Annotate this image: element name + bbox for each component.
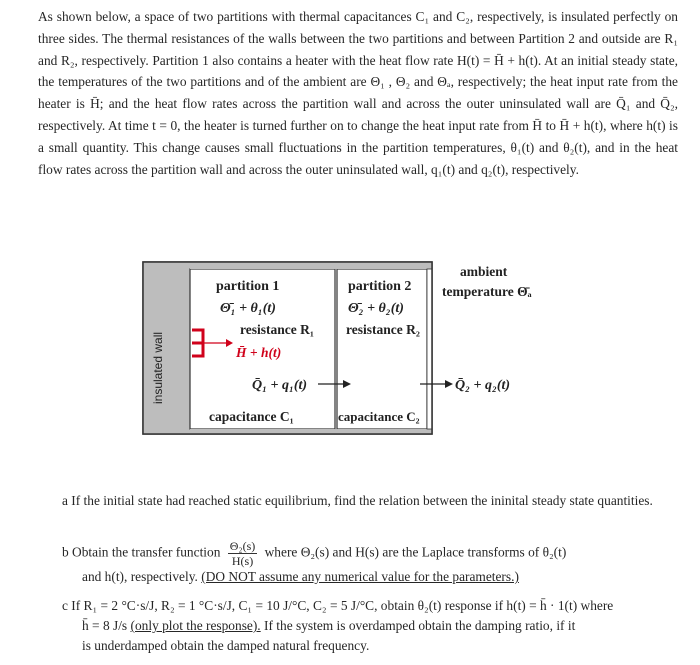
question-c-line1: c If R₁ = 2 °C·s/J, R₂ = 1 °C·s/J, C₁ = 10 J/°C, C₂ = 5 J/°C, obtain θ₂(t) response if h(t) = h̄ · 1(t) where bbox=[62, 598, 614, 613]
question-b-tail: where Θ₂(s) and H(s) are the Laplace transforms of θ₂(t) bbox=[264, 544, 567, 560]
resistance-1-label: resistance R₁ bbox=[240, 322, 314, 337]
heater-flow-label: H̄ + h(t) bbox=[236, 345, 282, 360]
question-c-line3: is underdamped obtain the damped natural frequency. bbox=[82, 638, 370, 653]
resistance-2-label: resistance R₂ bbox=[346, 322, 420, 337]
fraction-denominator: H(s) bbox=[231, 554, 254, 568]
fraction-numerator: Θ₂(s) bbox=[229, 539, 256, 553]
capacitance-2-label: capacitance C₂ bbox=[338, 409, 420, 424]
partition-2-title: partition 2 bbox=[348, 279, 412, 294]
question-a: a If the initial state had reached static equilibrium, find the relation between the ininital steady state quantities. bbox=[62, 493, 653, 508]
intro-paragraph: As shown below, a space of two partitions with thermal capacitances C₁ and C₂, respectively, is insulated perfectly on three sides. The thermal resistances of the walls between the two partitions and between Partition 2 and outside are R₁ and R₂, respectively. Partition 1 also contains a heater with the heat flow rate H(t) = H̄ + h(t). At an initial steady state, the temperatures of the two partitions and of the ambient are Θ₁ , Θ₂ and Θₐ, respectively; the heat input rate from the heater is H̄; and the heat flow rates across the partition wall and across the outer uninsulated wall are Q̄₁ and Q̄₂, respectively. At time t = 0, the heater is turned further on to change the heat input rate from H̄ to H̄ + h(t), where h(t) is a small quantity. This change causes small fluctuations in the partition temperatures, θ₁(t) and θ₂(t), and in the heat flow rates across the partition wall and across the outer uninsulated wall, q₁(t) and q₂(t), respectively. bbox=[38, 9, 678, 177]
partition-1-title: partition 1 bbox=[216, 279, 280, 294]
question-c-line2: h̄ = 8 J/s (only plot the response). If the system is overdamped obtain the damping ratio, if it bbox=[82, 618, 576, 633]
do-not-assume-note: (DO NOT assume any numerical value for the parameters.) bbox=[201, 569, 519, 584]
question-b-lead: b Obtain the transfer function bbox=[62, 544, 221, 560]
flow-1-label: Q̄₁ + q₁(t) bbox=[252, 378, 308, 393]
insulated-wall-label: insulated wall bbox=[151, 331, 165, 405]
ambient-temperature-label: temperature Θ̄ₐ bbox=[442, 284, 532, 299]
ambient-label: ambient bbox=[460, 264, 508, 279]
partition-1-temp: Θ̄₁ + θ₁(t) bbox=[220, 301, 276, 316]
transfer-function-fraction bbox=[228, 539, 258, 568]
flow-2-arrow bbox=[445, 380, 453, 388]
capacitance-1-label: capacitance C₁ bbox=[209, 409, 294, 424]
flow-2-label: Q̄₂ + q₂(t) bbox=[455, 378, 511, 393]
plot-only-note: (only plot the response). bbox=[130, 618, 261, 633]
question-b-line2: and h(t), respectively. (DO NOT assume any numerical value for the parameters.) bbox=[82, 569, 519, 584]
question-b bbox=[62, 539, 682, 568]
partition-2-temp: Θ̄₂ + θ₂(t) bbox=[348, 301, 404, 316]
